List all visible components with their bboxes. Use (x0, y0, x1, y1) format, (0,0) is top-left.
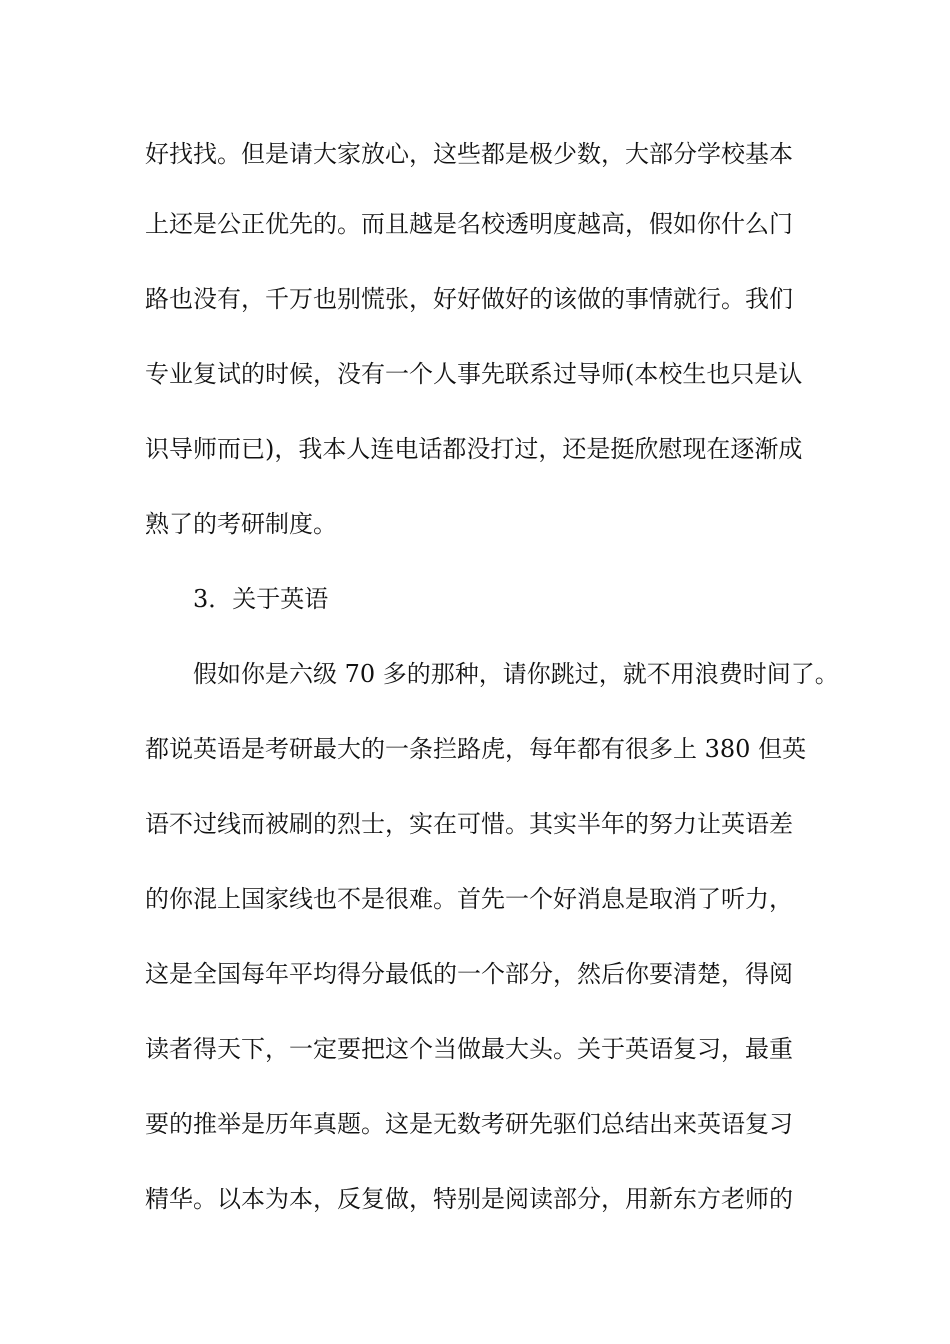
paragraph-line-12: 读者得天下，一定要把这个当做最大头。关于英语复习，最重 (145, 1035, 793, 1063)
paragraph-line-13: 要的推举是历年真题。这是无数考研先驱们总结出来英语复习 (145, 1110, 793, 1138)
paragraph-line-14: 精华。以本为本，反复做，特别是阅读部分，用新东方老师的 (145, 1185, 793, 1213)
paragraph-line-11: 这是全国每年平均得分最低的一个部分，然后你要清楚，得阅 (145, 960, 793, 988)
paragraph-line-1: 好找找。但是请大家放心，这些都是极少数，大部分学校基本 (145, 140, 793, 168)
paragraph-line-8: 都说英语是考研最大的一条拦路虎，每年都有很多上 380 但英 (145, 735, 807, 763)
paragraph-line-4: 专业复试的时候，没有一个人事先联系过导师(本校生也只是认 (145, 360, 803, 388)
paragraph-line-3: 路也没有，千万也别慌张，好好做好的该做的事情就行。我们 (145, 285, 793, 313)
paragraph-line-7: 假如你是六级 70 多的那种，请你跳过，就不用浪费时间了。 (193, 660, 839, 688)
paragraph-line-2: 上还是公正优先的。而且越是名校透明度越高，假如你什么门 (145, 210, 793, 238)
paragraph-line-10: 的你混上国家线也不是很难。首先一个好消息是取消了听力， (145, 885, 793, 913)
paragraph-line-5: 识导师而已)，我本人连电话都没打过，还是挺欣慰现在逐渐成 (145, 435, 803, 463)
section-heading: 3．关于英语 (193, 585, 329, 613)
paragraph-line-9: 语不过线而被刷的烈士，实在可惜。其实半年的努力让英语差 (145, 810, 793, 838)
paragraph-line-6: 熟了的考研制度。 (145, 510, 337, 538)
